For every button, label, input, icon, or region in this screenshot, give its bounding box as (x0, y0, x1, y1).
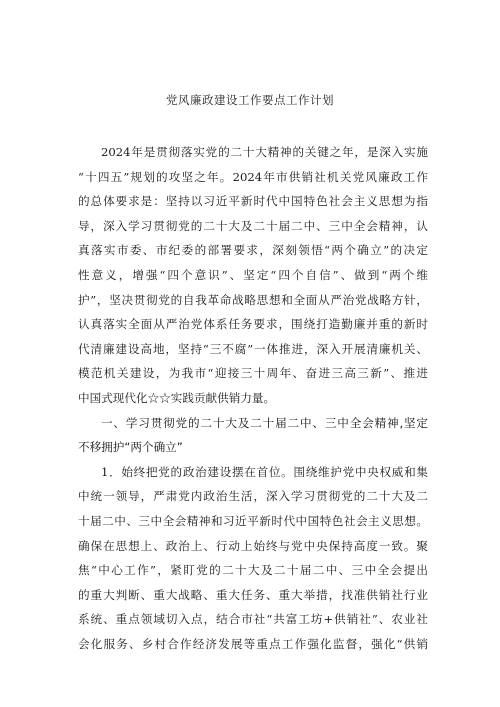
intro-line: “十四五”规划的攻坚之年。2024年市供销社机关党风廉政工作 (78, 169, 428, 184)
section-heading-line: 一、学习贯彻党的二十大及二十届二中、三中全会精神,坚定 (101, 415, 428, 430)
intro-line: 护”，坚决贯彻党的自我革命战略思想和全面从严治党战略方针， (78, 292, 428, 307)
section-heading-line: 不移拥护“两个确立” (78, 440, 183, 455)
section1-line: 的重大判断、重大战略、重大任务、重大举措，找准供销社行业 (78, 587, 428, 602)
document-body (78, 140, 428, 656)
document-title: 党风廉政建设工作要点工作计划 (166, 93, 334, 107)
intro-line: 中国式现代化☆☆实践贡献供销力量。 (78, 390, 276, 405)
intro-line: 的总体要求是：坚持以习近平新时代中国特色社会主义思想为指 (78, 194, 428, 209)
intro-line: 认真落实全面从严治党体系任务要求，围绕打造勤廉并重的新时 (78, 317, 428, 332)
section1-line: 会化服务、乡村合作经济发展等重点工作强化监督，强化“供销 (78, 636, 428, 651)
intro-line: 模范机关建设，为我市“迎接三十周年、奋进三高三新”、推进 (78, 366, 428, 381)
section1-line: 确保在思想上、政治上、行动上始终与党中央保持高度一致。聚 (78, 538, 428, 553)
intro-line: 代清廉建设高地，坚持“三不腐”一体推进，深入开展清廉机关、 (78, 341, 428, 356)
intro-line: 2024年是贯彻落实党的二十大精神的关键之年，是深入实施 (101, 145, 428, 159)
section1-line: 焦“中心工作”，紧盯党的二十大及二十届二中、三中全会提出 (78, 563, 428, 578)
section1-line: 十届二中、三中全会精神和习近平新时代中国特色社会主义思想。 (78, 513, 428, 528)
intro-line: 性意义，增强“四个意识”、坚定“四个自信”、做到“两个维 (78, 267, 428, 282)
section1-line: 1．始终把党的政治建设摆在首位。围绕维护党中央权威和集 (101, 464, 428, 479)
section1-line: 系统、重点领域切入点，结合市社“共富工坊+供销社”、农业社 (78, 612, 428, 627)
intro-line: 导，深入学习贯彻党的二十大及二十届二中、三中全会精神，认 (78, 218, 428, 233)
section1-line: 中统一领导，严肃党内政治生活，深入学习贯彻党的二十大及二 (78, 489, 428, 504)
intro-line: 真落实市委、市纪委的部署要求，深刻领悟“两个确立”的决定 (78, 243, 428, 258)
